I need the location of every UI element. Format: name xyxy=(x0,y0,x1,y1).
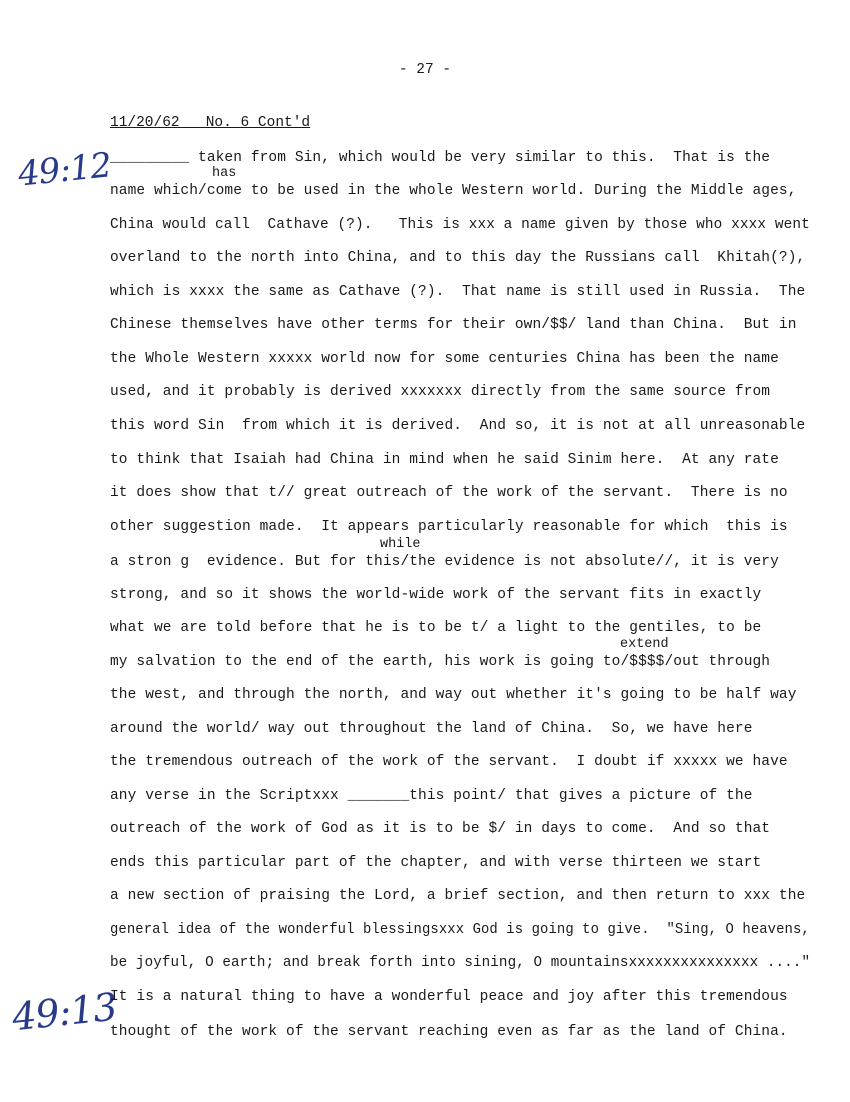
interlinear-insert-extend: extend xyxy=(620,637,669,652)
text-line: strong, and so it shows the world-wide work of the servant fits in exactly xyxy=(110,587,762,603)
text-line: the Whole Western xxxxx world now for some centuries China has been the name xyxy=(110,351,779,367)
text-line: which is xxxx the same as Cathave (?). That name is still used in Russia. The xyxy=(110,284,806,300)
text-line: overland to the north into China, and to this day the Russians call Khitah(?), xyxy=(110,250,806,266)
text-line: used, and it probably is derived xxxxxxx directly from the same source from xyxy=(110,384,771,400)
document-header: 11/20/62 No. 6 Cont'd xyxy=(110,115,311,131)
text-line: It is a natural thing to have a wonderful peace and joy after this tremendous xyxy=(110,989,788,1005)
text-line: my salvation to the end of the earth, his work is going to/$$$$/out through xyxy=(110,654,771,670)
text-line: China would call Cathave (?). This is xxx a name given by those who xxxx went xyxy=(110,217,810,233)
text-line: name which/come to be used in the whole Western world. During the Middle ages, xyxy=(110,183,797,199)
text-line: around the world/ way out throughout the land of China. So, we have here xyxy=(110,721,753,737)
text-line: what we are told before that he is to be t/ a light to the gentiles, to be xyxy=(110,620,762,636)
text-line: general idea of the wonderful blessingsxxx God is going to give. "Sing, O heavens, xyxy=(110,922,810,938)
text-line: it does show that t// great outreach of the work of the servant. There is no xyxy=(110,485,788,501)
text-line: outreach of the work of God as it is to be $/ in days to come. And so that xyxy=(110,821,771,837)
text-line: ends this particular part of the chapter, and with verse thirteen we start xyxy=(110,855,762,871)
text-line: the west, and through the north, and way out whether it's going to be half way xyxy=(110,687,797,703)
text-line: any verse in the Scriptxxx _______this point/ that gives a picture of the xyxy=(110,788,753,804)
text-line: other suggestion made. It appears particularly reasonable for which this is xyxy=(110,519,788,535)
margin-note-verse-49-12: 49:12 xyxy=(16,145,113,195)
text-line: a new section of praising the Lord, a brief section, and then return to xxx the xyxy=(110,888,806,904)
text-line: to think that Isaiah had China in mind when he said Sinim here. At any rate xyxy=(110,452,779,468)
text-line: be joyful, O earth; and break forth into sining, O mountainsxxxxxxxxxxxxxxx ...." xyxy=(110,955,811,971)
interlinear-insert-while: while xyxy=(380,537,421,552)
text-line: Chinese themselves have other terms for their own/$$/ land than China. But in xyxy=(110,317,797,333)
text-line: _________ taken from Sin, which would be very similar to this. That is the xyxy=(110,150,771,166)
margin-note-verse-49-13: 49:13 xyxy=(9,984,119,1040)
text-line: this word Sin from which it is derived. And so, it is not at all unreasonable xyxy=(110,418,806,434)
text-line: the tremendous outreach of the work of the servant. I doubt if xxxxx we have xyxy=(110,754,788,770)
interlinear-insert-has: has xyxy=(212,166,237,181)
page-number: - 27 - xyxy=(398,62,452,78)
text-line: thought of the work of the servant reaching even as far as the land of China. xyxy=(110,1024,788,1040)
text-line: a stron g evidence. But for this/the evidence is not absolute//, it is very xyxy=(110,554,779,570)
